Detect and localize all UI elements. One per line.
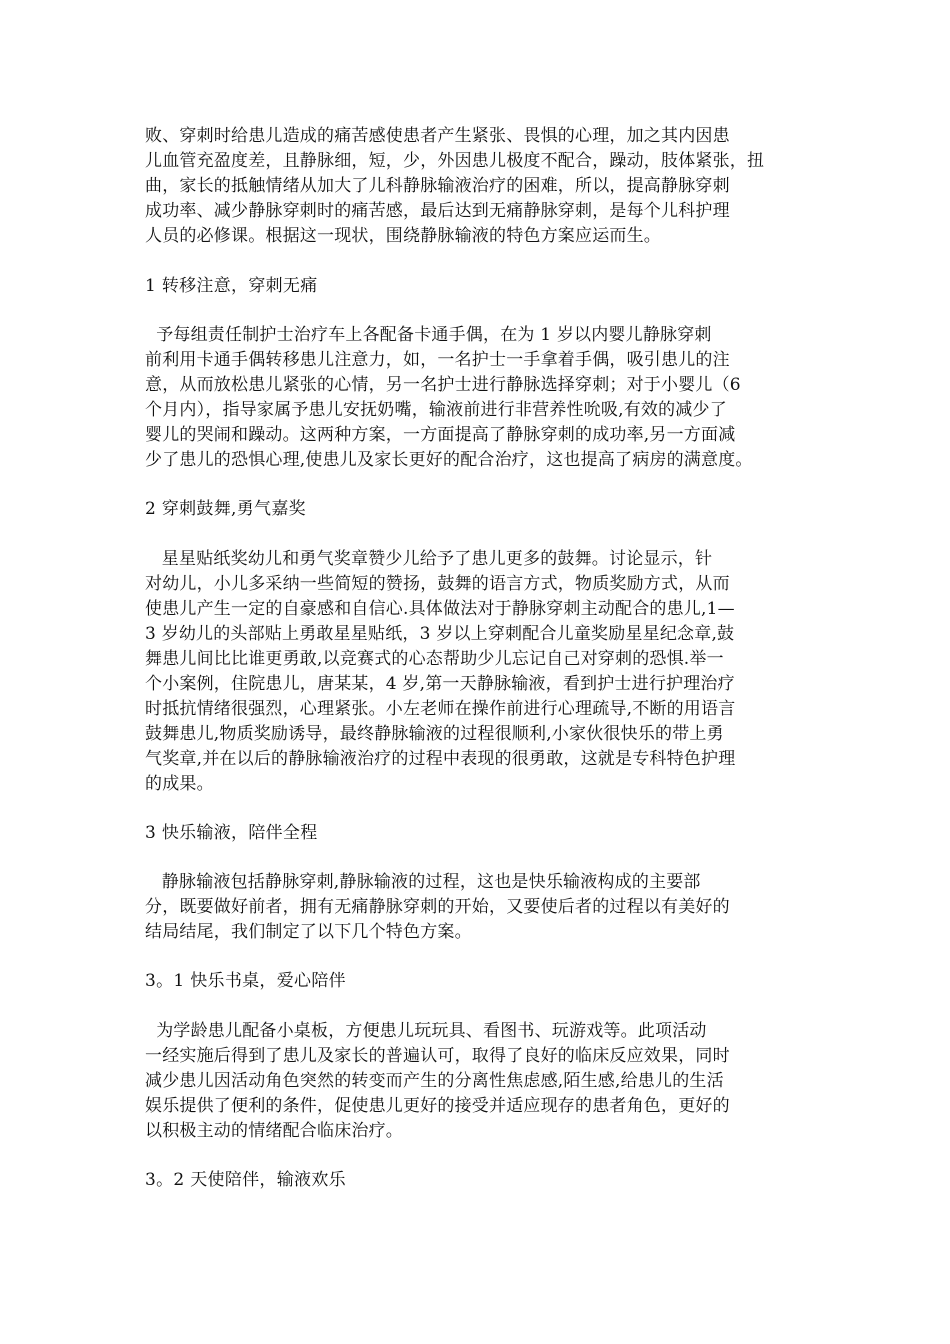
section-heading: 1 转移注意，穿刺无痛	[145, 276, 318, 296]
section-heading: 3 快乐输液，陪伴全程	[145, 823, 318, 843]
paragraph-line: 成功率、减少静脉穿刺时的痛苦感，最后达到无痛静脉穿刺，是每个儿科护理	[145, 201, 730, 221]
paragraph-line: 的成果。	[145, 774, 214, 794]
paragraph-line: 人员的必修课。根据这一现状，围绕静脉输液的特色方案应运而生。	[145, 226, 661, 246]
paragraph-line: 予每组责任制护士治疗车上各配备卡通手偶，在为 1 岁以内婴儿静脉穿刺	[145, 325, 712, 345]
section-heading: 2 穿刺鼓舞,勇气嘉奖	[145, 499, 306, 519]
paragraph-line: 个小案例，住院患儿，唐某某，4 岁,第一天静脉输液，看到护士进行护理治疗	[145, 674, 735, 694]
paragraph-line: 鼓舞患儿,物质奖励诱导，最终静脉输液的过程很顺利,小家伙很快乐的带上勇	[145, 724, 724, 744]
paragraph-line: 前利用卡通手偶转移患儿注意力，如，一名护士一手拿着手偶，吸引患儿的注	[145, 350, 730, 370]
paragraph-line: 结局结尾，我们制定了以下几个特色方案。	[145, 922, 472, 942]
paragraph-line: 意，从而放松患儿紧张的心情，另一名护士进行静脉选择穿刺；对于小婴儿（6	[145, 375, 741, 395]
paragraph-line: 以积极主动的情绪配合临床治疗。	[145, 1121, 403, 1141]
paragraph-line: 减少患儿因活动角色突然的转变而产生的分离性焦虑感,陌生感,给患儿的生活	[145, 1071, 724, 1091]
paragraph-line: 时抵抗情绪很强烈，心理紧张。小左老师在操作前进行心理疏导,不断的用语言	[145, 699, 736, 719]
paragraph-line: 气奖章,并在以后的静脉输液治疗的过程中表现的很勇敢，这就是专科特色护理	[145, 749, 736, 769]
paragraph-line: 曲，家长的抵触情绪从加大了儿科静脉输液治疗的困难，所以，提高静脉穿刺	[145, 176, 730, 196]
section-heading: 3。2 天使陪伴，输液欢乐	[145, 1170, 346, 1190]
paragraph-line: 娱乐提供了便利的条件，促使患儿更好的接受并适应现存的患者角色，更好的	[145, 1096, 730, 1116]
paragraph-line: 星星贴纸奖幼儿和勇气奖章赞少儿给予了患儿更多的鼓舞。讨论显示，针	[145, 549, 713, 569]
paragraph-line: 分，既要做好前者，拥有无痛静脉穿刺的开始，又要使后者的过程以有美好的	[145, 897, 730, 917]
paragraph-line: 一经实施后得到了患儿及家长的普遍认可，取得了良好的临床反应效果，同时	[145, 1046, 730, 1066]
paragraph-line: 为学龄患儿配备小桌板，方便患儿玩玩具、看图书、玩游戏等。此项活动	[145, 1021, 707, 1041]
paragraph-line: 个月内），指导家属予患儿安抚奶嘴，输液前进行非营养性吮吸,有效的减少了	[145, 400, 727, 420]
section-heading: 3。1 快乐书桌，爱心陪伴	[145, 971, 346, 991]
paragraph-line: 舞患儿间比比谁更勇敢,以竞赛式的心态帮助少儿忘记自己对穿刺的恐惧.举一	[145, 649, 724, 669]
paragraph-line: 3 岁幼儿的头部贴上勇敢星星贴纸，3 岁以上穿刺配合儿童奖励星星纪念章,鼓	[145, 624, 735, 644]
paragraph-line: 婴儿的哭闹和躁动。这两种方案，一方面提高了静脉穿刺的成功率,另一方面减	[145, 425, 736, 445]
paragraph-line: 使患儿产生一定的自豪感和自信心.具体做法对于静脉穿刺主动配合的患儿,1—	[145, 599, 735, 619]
paragraph-line: 败、穿刺时给患儿造成的痛苦感使患者产生紧张、畏惧的心理，加之其内因患	[145, 126, 730, 146]
paragraph-line: 对幼儿，小儿多采纳一些简短的赞扬，鼓舞的语言方式，物质奖励方式，从而	[145, 574, 730, 594]
paragraph-line: 少了患儿的恐惧心理,使患儿及家长更好的配合治疗，这也提高了病房的满意度。	[145, 450, 753, 470]
paragraph-line: 静脉输液包括静脉穿刺,静脉输液的过程，这也是快乐输液构成的主要部	[145, 872, 701, 892]
paragraph-line: 儿血管充盈度差，且静脉细，短，少，外因患儿极度不配合，躁动，肢体紧张，扭	[145, 151, 765, 171]
